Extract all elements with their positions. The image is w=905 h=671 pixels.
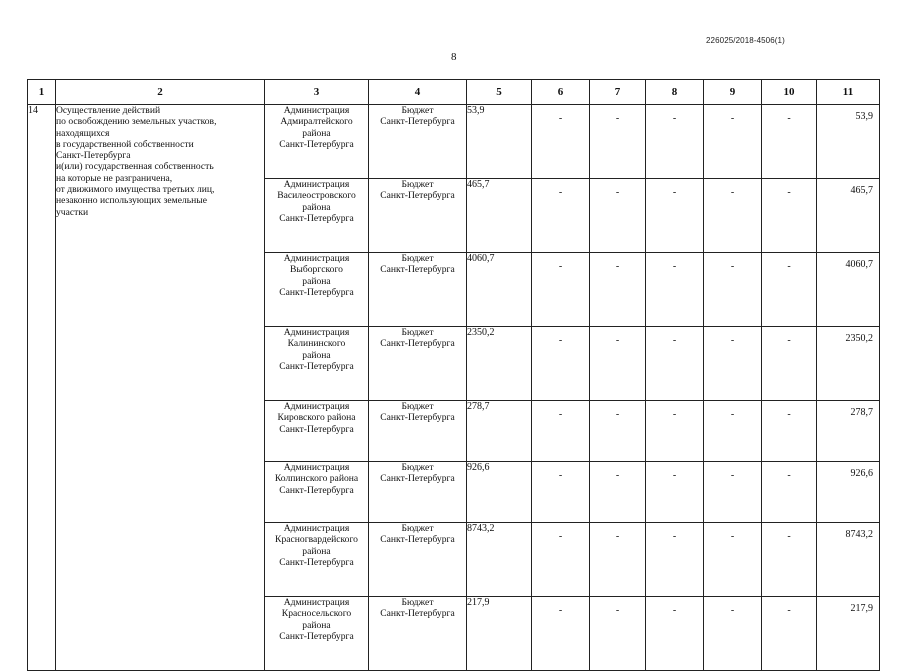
budget-source-cell [369,597,467,671]
year-value-cell: - [704,327,762,401]
budget-line: Санкт-Петербурга [380,473,455,485]
budget-line: Бюджет [401,523,434,534]
total-cell: 278,7 [817,401,880,462]
description-line: Осуществление действий [56,105,161,116]
year-value-cell: - [704,401,762,462]
column-header-8: 8 [646,80,704,105]
administration-line: Красносельского [281,608,352,620]
year-value-cell: - [704,105,762,179]
year-value-cell: - [704,253,762,327]
budget-line: Санкт-Петербурга [380,412,455,424]
administration-cell [265,462,369,523]
budget-line: Санкт-Петербурга [380,116,455,128]
column-header-10: 10 [762,80,817,105]
budget-source-cell [369,401,467,462]
year-value-cell: - [646,401,704,462]
administration-line: Администрация [283,327,350,338]
year-value-cell: - [532,253,590,327]
column-header-1: 1 [28,80,56,105]
year-value-cell: - [590,253,646,327]
year-value-cell: - [646,105,704,179]
budget-line: Бюджет [401,401,434,412]
budget-line: Бюджет [401,462,434,473]
administration-line: Санкт-Петербурга [279,630,354,642]
table-row [28,105,880,179]
budget-line: Бюджет [401,253,434,264]
page-number: 8 [451,51,457,63]
administration-line: Администрация [283,253,350,264]
administration-line: Администрация [283,523,350,534]
budget-line: Бюджет [401,179,434,190]
description-line: Санкт-Петербурга [56,150,131,162]
budget-line: Санкт-Петербурга [380,264,455,276]
year-value-cell: - [646,327,704,401]
budget-line: Бюджет [401,597,434,608]
year-value-cell: - [532,523,590,597]
year-value-cell: - [646,597,704,671]
administration-line: Санкт-Петербурга [279,138,354,150]
administration-cell [265,401,369,462]
administration-line: Выборгского [290,264,343,276]
year-value-cell: - [762,401,817,462]
year-value-cell: - [646,179,704,253]
total-cell: 217,9 [817,597,880,671]
administration-line: Санкт-Петербурга [279,556,354,568]
budget-line: Бюджет [401,105,434,116]
budget-source-cell [369,462,467,523]
year-value-cell: - [532,462,590,523]
year-value-cell: - [762,105,817,179]
year-value-cell: - [590,105,646,179]
description-line: участки [56,206,89,218]
year-value-cell: - [704,462,762,523]
total-cell: 926,6 [817,462,880,523]
administration-line: Кировского района [277,412,356,424]
administration-line: Администрация [283,105,350,116]
amount-cell: 4060,7 [467,253,532,327]
description-line: на которые не разграничена, [56,172,173,184]
budget-source-cell [369,523,467,597]
administration-line: района [302,619,331,631]
year-value-cell: - [532,105,590,179]
description-line: и(или) государственная собственность [56,161,214,173]
budget-line: Санкт-Петербурга [380,534,455,546]
year-value-cell: - [590,401,646,462]
amount-cell: 278,7 [467,401,532,462]
budget-source-cell [369,327,467,401]
administration-line: Красногвардейского [275,534,358,546]
year-value-cell: - [762,523,817,597]
administration-cell [265,523,369,597]
total-cell: 465,7 [817,179,880,253]
year-value-cell: - [532,179,590,253]
column-header-4: 4 [369,80,467,105]
administration-cell [265,327,369,401]
year-value-cell: - [762,179,817,253]
administration-line: Администрация [283,401,350,412]
amount-cell: 926,6 [467,462,532,523]
administration-line: района [302,275,331,287]
description-line: по освобождению земельных участков, [56,116,217,128]
column-header-5: 5 [467,80,532,105]
administration-line: Администрация [283,462,350,473]
description-line: в государственной собственности [56,138,194,150]
year-value-cell: - [590,597,646,671]
administration-cell [265,179,369,253]
description-line: незаконно использующих земельные [56,195,207,207]
administration-line: Адмиралтейского [280,116,353,128]
administration-line: Санкт-Петербурга [279,484,354,496]
year-value-cell: - [762,327,817,401]
budget-line: Санкт-Петербурга [380,190,455,202]
year-value-cell: - [590,327,646,401]
year-value-cell: - [704,523,762,597]
amount-cell: 8743,2 [467,523,532,597]
administration-line: Санкт-Петербурга [279,423,354,435]
column-header-3: 3 [265,80,369,105]
administration-line: Василеостровского [277,190,356,202]
table-body [28,105,880,671]
year-value-cell: - [762,597,817,671]
budget-source-cell [369,105,467,179]
year-value-cell: - [704,179,762,253]
header-row [28,80,880,105]
activity-description [56,105,265,671]
column-header-7: 7 [590,80,646,105]
administration-line: Калининского [287,338,346,350]
total-cell: 53,9 [817,105,880,179]
total-cell: 2350,2 [817,327,880,401]
administration-line: района [302,127,331,139]
amount-cell: 217,9 [467,597,532,671]
year-value-cell: - [762,253,817,327]
year-value-cell: - [532,327,590,401]
total-cell: 8743,2 [817,523,880,597]
year-value-cell: - [646,523,704,597]
budget-source-cell [369,253,467,327]
budget-table [27,79,880,671]
amount-cell: 53,9 [467,105,532,179]
column-header-6: 6 [532,80,590,105]
total-cell: 4060,7 [817,253,880,327]
budget-line: Санкт-Петербурга [380,338,455,350]
administration-line: Колпинского района [274,473,359,485]
column-header-2: 2 [56,80,265,105]
budget-line: Санкт-Петербурга [380,608,455,620]
administration-line: Санкт-Петербурга [279,360,354,372]
administration-line: Администрация [283,597,350,608]
year-value-cell: - [532,597,590,671]
column-header-11: 11 [817,80,880,105]
administration-line: Санкт-Петербурга [279,286,354,298]
administration-line: района [302,349,331,361]
year-value-cell: - [532,401,590,462]
year-value-cell: - [590,462,646,523]
year-value-cell: - [704,597,762,671]
year-value-cell: - [646,253,704,327]
document-id: 226025/2018-4506(1) [706,36,785,45]
administration-cell [265,597,369,671]
column-header-9: 9 [704,80,762,105]
description-line: от движимого имущества третьих лиц, [56,184,215,196]
administration-line: района [302,545,331,557]
amount-cell: 2350,2 [467,327,532,401]
row-number: 14 [28,105,56,671]
year-value-cell: - [762,462,817,523]
administration-cell [265,105,369,179]
year-value-cell: - [590,523,646,597]
administration-line: района [302,201,331,213]
year-value-cell: - [590,179,646,253]
administration-line: Администрация [283,179,350,190]
year-value-cell: - [646,462,704,523]
administration-cell [265,253,369,327]
amount-cell: 465,7 [467,179,532,253]
administration-line: Санкт-Петербурга [279,212,354,224]
budget-source-cell [369,179,467,253]
description-line: находящихся [56,127,110,139]
budget-line: Бюджет [401,327,434,338]
